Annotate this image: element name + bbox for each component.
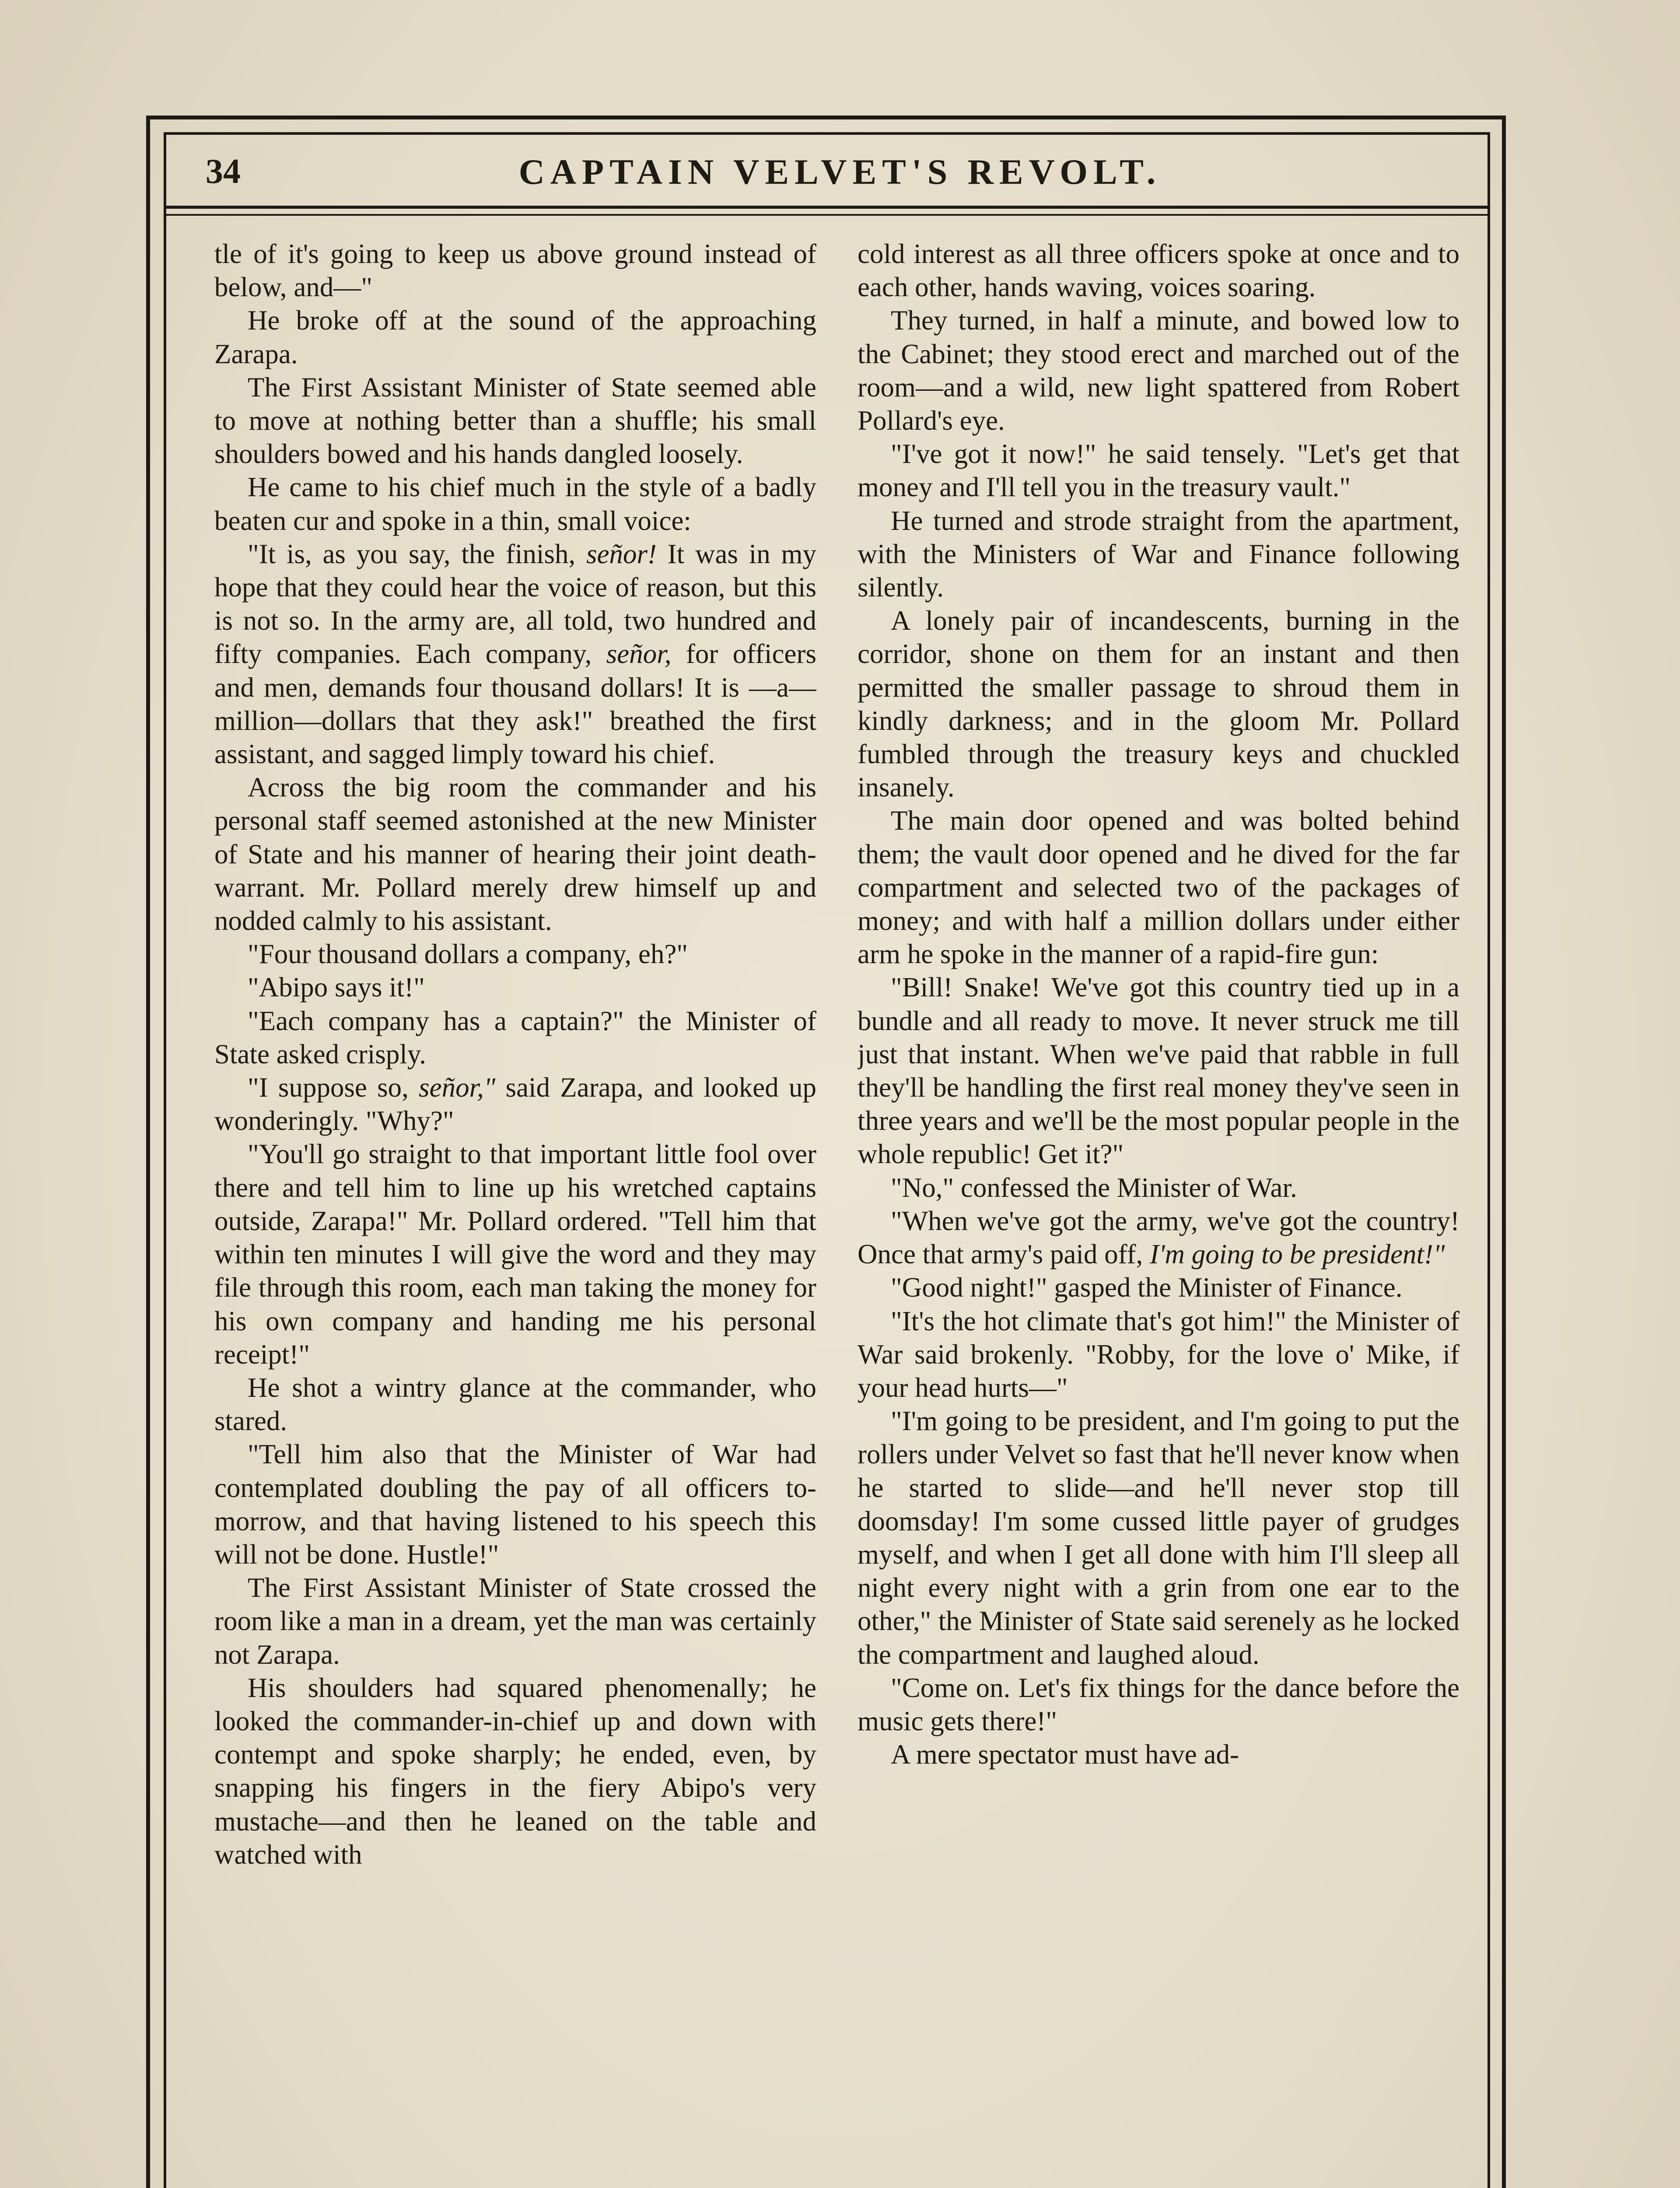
text-segment: "Come on. Let's fix things for the dance before the music gets there!"	[858, 1672, 1460, 1736]
paragraph	[858, 237, 1460, 304]
text-segment: He shot a wintry glance at the commander, who stared.	[214, 1372, 816, 1437]
paragraph	[214, 937, 816, 971]
header-rule-thick	[164, 206, 1490, 209]
text-segment: "Good night!" gasped the Minister of Finance.	[891, 1272, 1403, 1303]
text-segment: "Tell him also that the Minister of War had contemplated doubling the pay of all officers to-morrow, and that having listened to his speech this will not be done. Hustle!"	[214, 1439, 816, 1570]
running-title: CAPTAIN VELVET'S REVOLT.	[518, 152, 1162, 192]
paragraph	[214, 237, 816, 304]
paragraph	[214, 771, 816, 937]
text-segment: "You'll go straight to that important little fool over there and tell him to line up his wretched captains outside, Zarapa!" Mr. Pollard ordered. "Tell him that within ten minutes I will give the word and they may file through this room, each man taking the money for his own company and handing me his personal receipt!"	[214, 1139, 816, 1370]
paragraph	[214, 971, 816, 1004]
paragraph	[214, 1137, 816, 1371]
paragraph	[858, 804, 1460, 971]
text-segment: "I'm going to be president, and I'm going to put the rollers under Velvet so fast that he'll never know when he started to slide—and he'll never stop till doomsday! I'm some cussed little payer of grudges myself, and when I get all done with him I'll sleep all night every night with a grin from one ear to the other," the Minister of State said serenely as he locked the compartment and laughed aloud.	[858, 1406, 1460, 1670]
text-segment: Across the big room the commander and his personal staff seemed astonished at the new Minister of State and his manner of hearing their joint death-warrant. Mr. Pollard merely drew himself up and nodded calmly to his assistant.	[214, 772, 816, 936]
paragraph	[214, 470, 816, 537]
text-segment: "Bill! Snake! We've got this country tied up in a bundle and all ready to move. It never struck me till just that instant. When we've paid that rabble in full they'll be handling the first real money they've seen in three years and we'll be the most popular people in the whole republic! Get it?"	[858, 972, 1460, 1170]
text-segment: for officers and men, demands four thousand dollars! It is —a—million—dollars that they ask!" breathed the first assistant, and sagged limply toward his chief.	[214, 638, 816, 770]
text-segment: A mere spectator must have ad-	[891, 1739, 1239, 1770]
text-segment: "It's the hot climate that's got him!" the Minister of War said brokenly. "Robby, for the love o' Mike, if your head hurts—"	[858, 1305, 1460, 1403]
text-segment: The First Assistant Minister of State crossed the room like a man in a dream, yet the man was certainly not Zarapa.	[214, 1572, 816, 1670]
paragraph	[858, 1204, 1460, 1271]
text-segment: It was in my hope that they could hear the voice of reason, but this is not so. In the army are, all told, two hundred and fifty companies. Each company,	[214, 538, 816, 670]
text-segment: He turned and strode straight from the apartment, with the Ministers of War and Finance following silently.	[858, 505, 1460, 603]
text-segment: The main door opened and was bolted behind them; the vault door opened and he dived for the far compartment and selected two of the packages of money; and with half a million dollars under either arm he spoke in the manner of a rapid-fire gun:	[858, 805, 1460, 970]
text-segment: They turned, in half a minute, and bowed low to the Cabinet; they stood erect and marched out of the room—and a wild, new light spattered from Robert Pollard's eye.	[858, 305, 1460, 436]
text-segment: "Each company has a captain?" the Minister of State asked crisply.	[214, 1005, 816, 1069]
italic-text: señor,	[606, 638, 672, 670]
paragraph	[214, 1671, 816, 1871]
text-segment: "It is, as you say, the finish,	[248, 538, 587, 569]
text-segment: "Four thousand dollars a company, eh?"	[248, 939, 688, 970]
italic-text: señor,"	[419, 1072, 496, 1103]
text-segment: "Abipo says it!"	[248, 972, 425, 1003]
text-segment: tle of it's going to keep us above ground instead of below, and—"	[214, 238, 816, 303]
paragraph	[214, 1004, 816, 1071]
header-rule-thin	[164, 214, 1490, 216]
text-segment: cold interest as all three officers spoke at once and to each other, hands waving, voices soaring.	[858, 238, 1460, 303]
paragraph	[858, 1271, 1460, 1304]
text-segment: "I suppose so,	[248, 1072, 419, 1103]
page-number: 34	[206, 152, 241, 191]
paragraph	[858, 1404, 1460, 1671]
paragraph	[214, 1071, 816, 1137]
paragraph	[858, 1738, 1460, 1771]
paragraph	[858, 1304, 1460, 1405]
text-segment: The First Assistant Minister of State seemed able to move at nothing better than a shuffle; his small shoulders bowed and his hands dangled loosely.	[214, 372, 816, 470]
paragraph	[214, 304, 816, 370]
paragraph	[214, 1571, 816, 1671]
text-segment: said Zarapa, and looked up wonderingly. "Why?"	[214, 1072, 816, 1136]
paragraph	[858, 304, 1460, 437]
paragraph	[858, 504, 1460, 604]
text-segment: "When we've got the army, we've got the country! Once that army's paid off,	[858, 1205, 1460, 1270]
paragraph	[214, 371, 816, 471]
text-segment: He broke off at the sound of the approaching Zarapa.	[214, 305, 816, 369]
paragraph	[214, 1438, 816, 1571]
paragraph	[858, 1171, 1460, 1204]
right-text-column	[858, 237, 1460, 2188]
text-segment: A lonely pair of incandescents, burning in the corridor, shone on them for an instant and then permitted the smaller passage to shroud them in kindly darkness; and in the gloom Mr. Pollard fumbled through the treasury keys and chuckled insanely.	[858, 605, 1460, 803]
left-text-column	[214, 237, 816, 2188]
paragraph	[858, 971, 1460, 1171]
italic-text: I'm going to be president!"	[1150, 1239, 1445, 1270]
text-segment: "No," confessed the Minister of War.	[891, 1172, 1297, 1203]
text-segment: He came to his chief much in the style of a badly beaten cur and spoke in a thin, small voice:	[214, 472, 816, 536]
text-segment: His shoulders had squared phenomenally; he looked the commander-in-chief up and down with contempt and spoke sharply; he ended, even, by snapping his fingers in the fiery Abipo's very mustache—and then he leaned on the table and watched with	[214, 1672, 816, 1870]
text-segment: "I've got it now!" he said tensely. "Let's get that money and I'll tell you in the treasury vault."	[858, 438, 1460, 503]
paragraph	[858, 1671, 1460, 1738]
italic-text: señor!	[586, 538, 657, 569]
paragraph	[214, 537, 816, 771]
paragraph	[858, 437, 1460, 504]
paragraph	[858, 604, 1460, 804]
paragraph	[214, 1371, 816, 1438]
